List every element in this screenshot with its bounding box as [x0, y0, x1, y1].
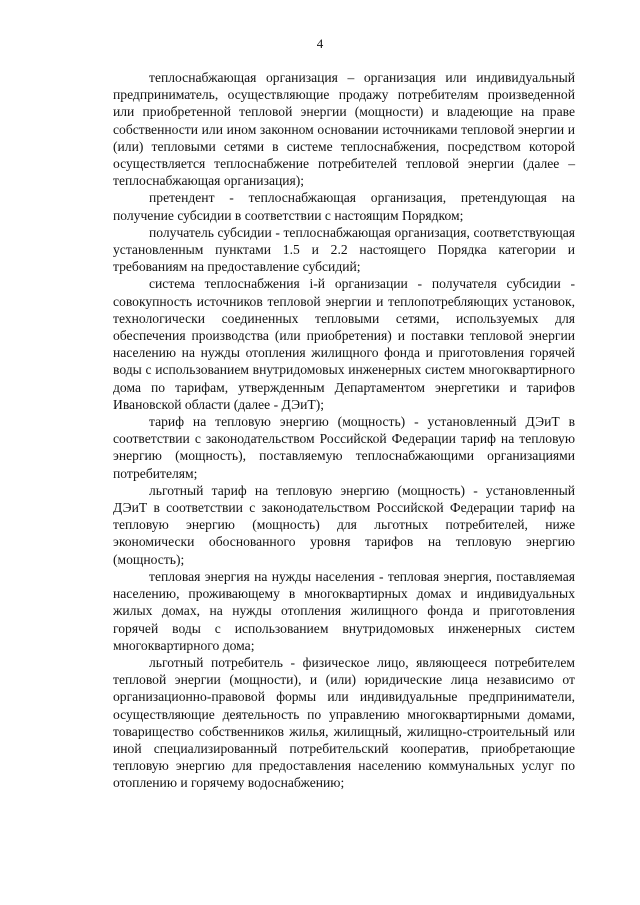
definition-preferential-consumer: льготный потребитель - физическое лицо, являющееся потребителем тепловой энергии (мощности), и (или) юридические лица независимо от организационно-правовой формы или индивидуальные предприниматели, осуществляющие деятельность по управлению многоквартирными домами, товарищество собственников жилья, жилищный, жилищно-строительный или иной специализированный потребительский кооператив, приобретающие тепловую энергию для предоставления населению коммунальных услуг по отоплению и горячему водоснабжению;: [113, 654, 575, 791]
definition-heat-supply-system: система теплоснабжения i-й организации - получателя субсидии - совокупность источников тепловой энергии и теплопотребляющих установок, технологически соединенных тепловыми сетями, используемых для обеспечения производства (или приобретения) и поставки тепловой энергии населению на нужды отопления жилищного фонда и приготовления горячей воды с использованием внутридомовых инженерных систем многоквартирного дома по тарифам, утвержденным Департаментом энергетики и тарифов Ивановской области (далее - ДЭиТ);: [113, 276, 575, 412]
page-number: 4: [316, 36, 324, 51]
document-body: [113, 69, 575, 792]
definition-heat-supply-organization: теплоснабжающая организация – организация или индивидуальный предприниматель, осуществляющие продажу потребителям произведенной или приобретенной тепловой энергии (мощности) и владеющие на праве собственности или ином законном основании источниками тепловой энергии и (или) тепловыми сетями в системе теплоснабжения, посредством которой осуществляется теплоснабжение потребителей тепловой энергии (далее – теплоснабжающая организация);: [113, 70, 575, 189]
definition-heat-for-population: тепловая энергия на нужды населения - тепловая энергия, поставляемая населению, проживающему в многоквартирных домах и индивидуальных жилых домах, на нужды отопления жилищного фонда и приготовления горячей воды с использованием внутридомовых инженерных систем многоквартирного дома;: [113, 568, 575, 653]
definition-applicant: претендент - теплоснабжающая организация, претендующая на получение субсидии в соответствии с настоящим Порядком;: [113, 190, 575, 223]
definition-preferential-tariff: льготный тариф на тепловую энергию (мощность) - установленный ДЭиТ в соответствии с законодательством Российской Федерации тариф на тепловую энергию (мощность) для льготных потребителей, ниже экономически обоснованного уровня тарифов на тепловую энергию (мощность);: [113, 482, 575, 567]
definition-heat-tariff: тариф на тепловую энергию (мощность) - установленный ДЭиТ в соответствии с законодательством Российской Федерации тариф на тепловую энергию (мощность), поставляемую теплоснабжающими организациями потребителям;: [113, 414, 575, 481]
definition-subsidy-recipient: получатель субсидии - теплоснабжающая организация, соответствующая установленным пунктами 1.5 и 2.2 настоящего Порядка категории и требованиям на предоставление субсидий;: [113, 224, 575, 275]
